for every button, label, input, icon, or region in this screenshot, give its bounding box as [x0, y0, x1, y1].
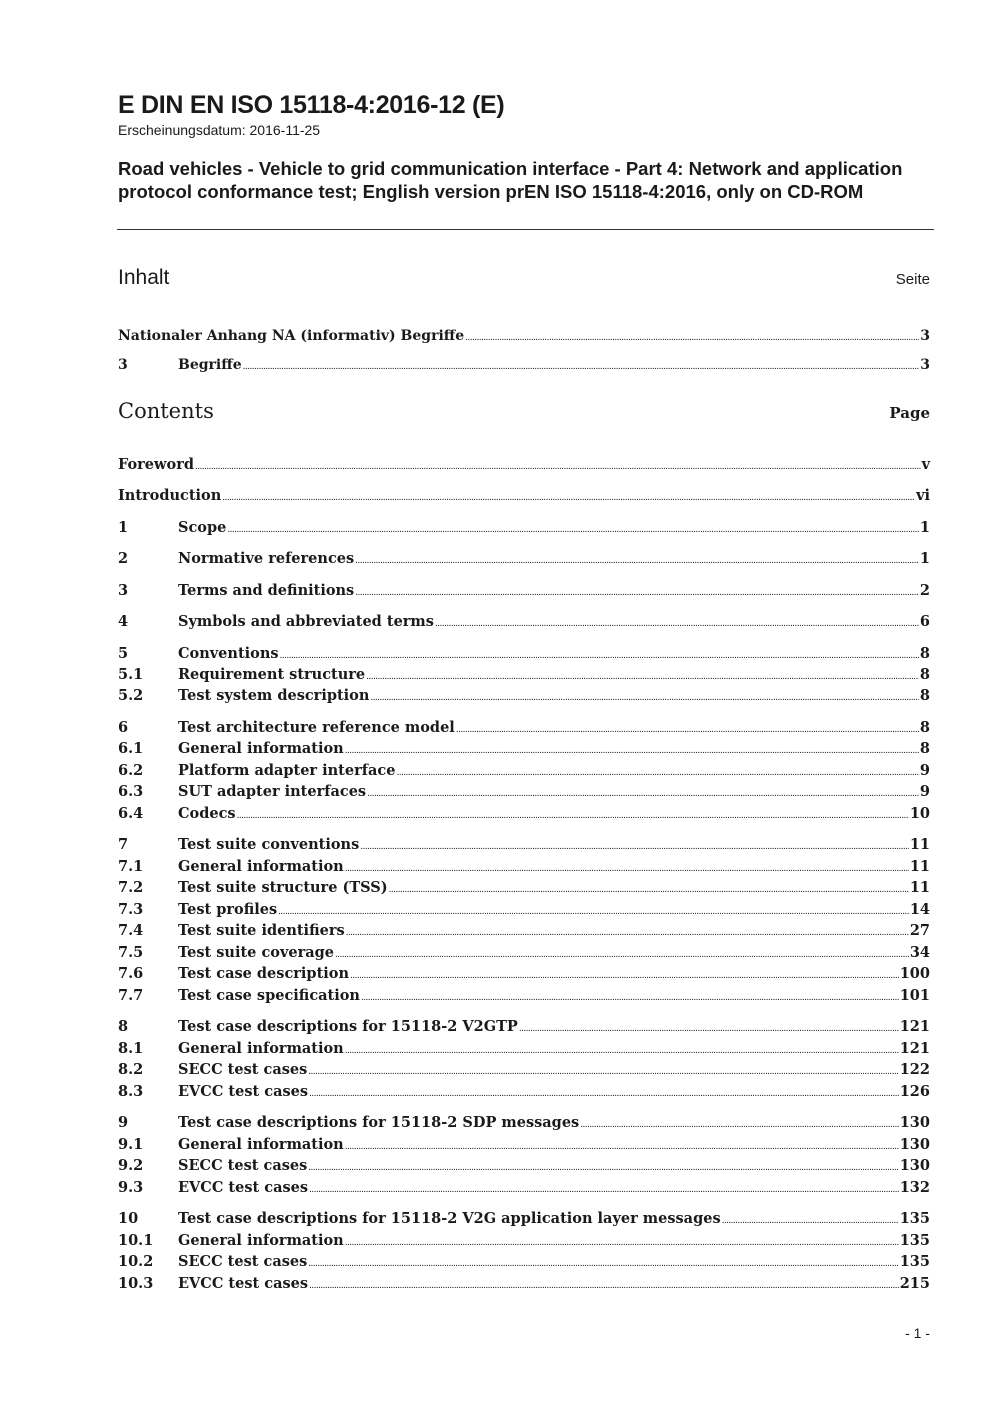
toc-entry-title: Test suite coverage — [178, 944, 334, 961]
toc-entry[interactable] — [118, 1060, 930, 1080]
toc-leader-dots — [222, 488, 915, 508]
toc-en-heading — [118, 399, 930, 423]
toc-leader-dots — [309, 1276, 899, 1296]
toc-de-page-label: Seite — [895, 271, 930, 288]
title-rule — [117, 229, 934, 230]
toc-entry-title: Test case descriptions for 15118-2 V2GTP — [178, 1018, 518, 1035]
toc-entry-number: 8.2 — [118, 1061, 144, 1078]
toc-entry-page: 9 — [919, 783, 930, 800]
toc-entry[interactable] — [118, 1017, 930, 1037]
toc-entry-page: 130 — [899, 1157, 930, 1174]
toc-entry-title: SECC test cases — [178, 1061, 308, 1078]
toc-leader-dots — [237, 806, 909, 826]
toc-entry[interactable] — [118, 1274, 930, 1294]
toc-entry[interactable] — [118, 1156, 930, 1176]
toc-entry-page: 6 — [919, 613, 930, 630]
toc-leader-dots — [360, 837, 909, 857]
toc-leader-dots — [370, 688, 919, 708]
toc-entry-page: v — [921, 456, 930, 473]
toc-entry[interactable] — [118, 486, 930, 506]
toc-entry-page: 9 — [919, 762, 930, 779]
toc-entry-title: Test profiles — [178, 901, 278, 918]
toc-entry-number: 8.3 — [118, 1083, 144, 1100]
toc-entry-number: 7.6 — [118, 965, 144, 982]
toc-entry-page: 11 — [909, 836, 930, 853]
toc-entry-page: 34 — [909, 944, 930, 961]
toc-entry-number: 6.3 — [118, 783, 144, 800]
toc-entry-number: 7.1 — [118, 858, 144, 875]
toc-entry-page: 27 — [909, 922, 930, 939]
toc-entry-title: Scope — [178, 519, 227, 536]
toc-entry-number: 3 — [118, 357, 128, 373]
toc-entry-number: 5.2 — [118, 687, 144, 704]
toc-entry-title: EVCC test cases — [178, 1179, 309, 1196]
toc-entry-number: 3 — [118, 582, 129, 599]
toc-leader-dots — [308, 1254, 898, 1274]
toc-entry-title: EVCC test cases — [178, 1275, 309, 1292]
toc-entry-title: General information — [178, 1040, 344, 1057]
toc-entry-page: 8 — [919, 687, 930, 704]
toc-leader-dots — [435, 614, 919, 634]
toc-leader-dots — [355, 551, 919, 571]
toc-leader-dots — [367, 784, 919, 804]
toc-entry[interactable] — [118, 921, 930, 941]
toc-entry-title: Conventions — [178, 645, 279, 662]
toc-leader-dots — [227, 520, 919, 540]
toc-entry[interactable] — [118, 986, 930, 1006]
toc-entry-title: Test suite conventions — [178, 836, 360, 853]
toc-entry-number: 1 — [118, 519, 129, 536]
toc-entry-page: vi — [916, 487, 930, 504]
toc-entry-page: 8 — [919, 645, 930, 662]
toc-entry-title: Symbols and abbreviated terms — [178, 613, 434, 630]
toc-entry-number: 5 — [118, 645, 129, 662]
toc-entry-page: 126 — [899, 1083, 930, 1100]
toc-entry-page: 2 — [919, 582, 930, 599]
toc-entry-title: General information — [178, 1232, 344, 1249]
toc-leader-dots — [308, 1062, 898, 1082]
toc-leader-dots — [345, 741, 919, 761]
toc-entry-page: 121 — [899, 1040, 930, 1057]
toc-entry-number: 6.2 — [118, 762, 144, 779]
toc-entry[interactable] — [118, 739, 930, 759]
document-title: Road vehicles - Vehicle to grid communication interface - Part 4: Network and application protocol conformance test; English version prEN ISO 15118-4:2016, only on CD-ROM — [118, 158, 903, 202]
toc-entry[interactable] — [118, 644, 930, 664]
toc-entry-page: 130 — [899, 1114, 930, 1131]
toc-entry[interactable] — [118, 549, 930, 569]
toc-entry-title: Test case description — [178, 965, 349, 982]
toc-entry-title: Test case descriptions for 15118-2 SDP messages — [178, 1114, 580, 1131]
toc-entry[interactable] — [118, 1039, 930, 1059]
toc-entry[interactable] — [118, 782, 930, 802]
toc-entry-number: 5.1 — [118, 666, 144, 683]
toc-entry-page: 122 — [899, 1061, 930, 1078]
toc-leader-dots — [309, 1084, 899, 1104]
toc-entry-number: 10.1 — [118, 1232, 154, 1249]
toc-entry-title: Test suite structure (TSS) — [178, 879, 388, 896]
toc-entry-title: Normative references — [178, 550, 355, 567]
doc-id: E DIN EN ISO 15118-4:2016-12 (E) — [118, 91, 505, 119]
toc-entry-number: 9.2 — [118, 1157, 144, 1174]
toc-leader-dots — [366, 667, 919, 687]
toc-entry-page: 215 — [899, 1275, 930, 1292]
toc-entry-page: 135 — [899, 1210, 930, 1227]
toc-entry-page: 14 — [909, 901, 930, 918]
toc-leader-dots — [280, 646, 919, 666]
toc-entry[interactable] — [118, 878, 930, 898]
toc-entry-number: 10 — [118, 1210, 139, 1227]
toc-entry-page: 132 — [899, 1179, 930, 1196]
toc-entry[interactable] — [118, 686, 930, 706]
toc-entry-page: 130 — [899, 1136, 930, 1153]
toc-de-title: Inhalt — [118, 266, 170, 289]
toc-entry-number: 8.1 — [118, 1040, 144, 1057]
toc-entry-title: Platform adapter interface — [178, 762, 396, 779]
toc-entry[interactable] — [118, 761, 930, 781]
toc-entry[interactable] — [118, 518, 930, 538]
toc-leader-dots — [345, 1233, 899, 1253]
toc-leader-dots — [396, 763, 918, 783]
toc-entry[interactable] — [118, 900, 930, 920]
toc-entry-number: 7 — [118, 836, 129, 853]
toc-entry-number: 10.2 — [118, 1253, 154, 1270]
toc-leader-dots — [335, 945, 909, 965]
toc-entry-title: EVCC test cases — [178, 1083, 309, 1100]
toc-entry-title: Test suite identifiers — [178, 922, 345, 939]
toc-entry-page: 3 — [920, 328, 930, 344]
toc-entry[interactable] — [118, 455, 930, 475]
toc-leader-dots — [361, 988, 899, 1008]
toc-entry-number: 9.3 — [118, 1179, 144, 1196]
toc-entry[interactable] — [118, 665, 930, 685]
toc-en-page-label: Page — [889, 404, 930, 422]
toc-en-title: Contents — [118, 399, 214, 423]
toc-entry-title: Nationaler Anhang NA (informativ) Begriffe — [118, 328, 465, 344]
toc-entry[interactable] — [118, 1252, 930, 1272]
toc-leader-dots — [345, 1041, 899, 1061]
toc-de-entry[interactable] — [118, 355, 930, 375]
toc-entry-title: SECC test cases — [178, 1157, 308, 1174]
toc-leader-dots — [195, 457, 921, 477]
toc-entry[interactable] — [118, 964, 930, 984]
toc-entry[interactable] — [118, 1231, 930, 1251]
toc-leader-dots — [309, 1180, 899, 1200]
page-number: - 1 - — [905, 1325, 930, 1341]
toc-entry-title: Test architecture reference model — [178, 719, 455, 736]
toc-entry-number: 9 — [118, 1114, 129, 1131]
toc-de-heading — [118, 266, 930, 290]
toc-entry-number: 7.2 — [118, 879, 144, 896]
toc-entry-title: SECC test cases — [178, 1253, 308, 1270]
toc-entry[interactable] — [118, 1209, 930, 1229]
toc-entry-number: 2 — [118, 550, 129, 567]
toc-leader-dots — [519, 1019, 899, 1039]
toc-entry-number: 8 — [118, 1018, 129, 1035]
toc-entry-number: 6 — [118, 719, 129, 736]
toc-leader-dots — [389, 880, 909, 900]
toc-entry-page: 3 — [920, 357, 930, 373]
toc-leader-dots — [243, 357, 920, 377]
toc-entry-number: 7.7 — [118, 987, 144, 1004]
toc-entry-page: 8 — [919, 740, 930, 757]
toc-de-entry[interactable] — [118, 326, 930, 346]
toc-leader-dots — [355, 583, 919, 603]
toc-entry-page: 121 — [899, 1018, 930, 1035]
toc-leader-dots — [465, 328, 919, 348]
toc-entry-title: General information — [178, 858, 344, 875]
toc-entry[interactable] — [118, 581, 930, 601]
toc-entry-page: 135 — [899, 1253, 930, 1270]
toc-entry-page: 1 — [919, 519, 930, 536]
publication-date: Erscheinungsdatum: 2016-11-25 — [118, 122, 321, 138]
toc-entry-number: 7.5 — [118, 944, 144, 961]
toc-entry-number: 7.3 — [118, 901, 144, 918]
toc-leader-dots — [456, 720, 919, 740]
toc-entry-page: 10 — [909, 805, 930, 822]
toc-entry[interactable] — [118, 1113, 930, 1133]
toc-entry-number: 6.4 — [118, 805, 144, 822]
toc-leader-dots — [308, 1158, 898, 1178]
toc-entry-title: Test case specification — [178, 987, 360, 1004]
toc-entry-page: 8 — [919, 666, 930, 683]
toc-entry-number: 10.3 — [118, 1275, 154, 1292]
toc-entry[interactable] — [118, 718, 930, 738]
toc-entry-page: 1 — [919, 550, 930, 567]
toc-entry-title: Codecs — [178, 805, 236, 822]
toc-leader-dots — [345, 1137, 899, 1157]
toc-leader-dots — [346, 923, 909, 943]
toc-entry-title: Terms and definitions — [178, 582, 355, 599]
toc-entry-number: 4 — [118, 613, 129, 630]
toc-leader-dots — [345, 859, 909, 879]
toc-leader-dots — [278, 902, 909, 922]
toc-entry[interactable] — [118, 943, 930, 963]
toc-entry-title: Begriffe — [178, 357, 242, 373]
toc-entry[interactable] — [118, 804, 930, 824]
toc-entry-title: Introduction — [118, 487, 222, 504]
toc-entry-page: 11 — [909, 879, 930, 896]
toc-entry[interactable] — [118, 1178, 930, 1198]
toc-entry-title: Test case descriptions for 15118-2 V2G application layer messages — [178, 1210, 721, 1227]
toc-entry-page: 11 — [909, 858, 930, 875]
toc-entry-page: 101 — [899, 987, 930, 1004]
toc-entry[interactable] — [118, 835, 930, 855]
toc-entry[interactable] — [118, 1135, 930, 1155]
toc-entry-title: Test system description — [178, 687, 370, 704]
toc-entry-title: Requirement structure — [178, 666, 366, 683]
toc-entry-page: 8 — [919, 719, 930, 736]
toc-entry-number: 7.4 — [118, 922, 144, 939]
toc-entry-page: 135 — [899, 1232, 930, 1249]
toc-entry[interactable] — [118, 857, 930, 877]
toc-entry-page: 100 — [899, 965, 930, 982]
toc-entry-title: SUT adapter interfaces — [178, 783, 367, 800]
toc-entry-title: Foreword — [118, 456, 194, 473]
toc-entry-title: General information — [178, 740, 344, 757]
toc-entry[interactable] — [118, 612, 930, 632]
toc-leader-dots — [350, 966, 899, 986]
toc-leader-dots — [722, 1211, 899, 1231]
toc-entry-title: General information — [178, 1136, 344, 1153]
toc-entry[interactable] — [118, 1082, 930, 1102]
toc-entry-number: 6.1 — [118, 740, 144, 757]
toc-leader-dots — [580, 1115, 899, 1135]
toc-entry-number: 9.1 — [118, 1136, 144, 1153]
